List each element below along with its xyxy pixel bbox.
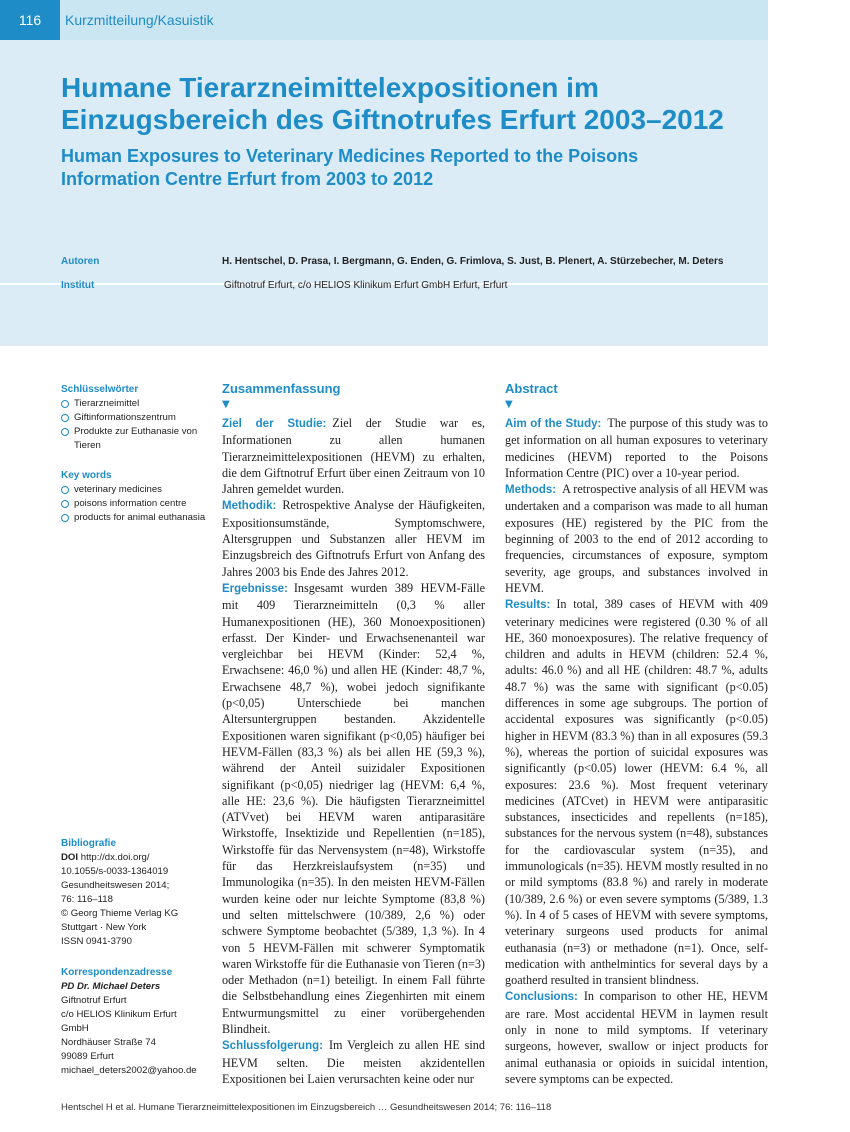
keyword: veterinary medicines [61,483,211,497]
keywords-en-heading: Key words [61,470,112,481]
keyword: products for animal euthanasia [61,511,211,525]
keyword: Giftinformationszentrum [61,411,211,425]
abstract-de-marker: ▼ [222,399,230,410]
corr-org: Giftnotruf Erfurt [61,995,127,1006]
page-number: 116 [0,0,60,40]
correspondence [61,966,211,1078]
volume: 76: 116–118 [61,894,113,905]
institute: Giftnotruf Erfurt, c/o HELIOS Klinikum Erfurt GmbH Erfurt, Erfurt [224,280,508,291]
abstract-en-marker: ▼ [505,399,513,410]
keywords-de-heading: Schlüsselwörter [61,384,139,395]
abstract-en-aim: Aim of the Study: The purpose of this study was to get information on all human exposures to veterinary medicines (HEVM) reported to the Poisons Information Centre (PIC) over a 10-year period. [505,416,768,480]
abstract-en-results: Results: In total, 389 cases of HEVM with 409 veterinary medicines were registered (0.30 % of all HE, 360 monoexposures). The relative frequency of children and adults in HEVM (children: 52.4 %, adults: 46.0 %) and all HE (children: 48.7 %, adults 48.7 %) was the same with significant (p<0.05) differences in some age subgroups. The portion of accidental exposures was significantly (p<0.05) higher in HEVM (83.3 %) than in all exposures (59.3 %), whereas the portion of suicidal exposures was significantly (p<0.05) lower (HEVM: 6.4 %, all exposures: 23.6 %). Most frequent veterinary medicines (ATCvet) in HEVM were antiparasitic substances, insecticides and repellents (n=185), substances for the nervous system (n=48), substances for the cardiovascular system (n=35), and immunologicals (n=35). HEVM mostly resulted in no or mild symptoms (83.8 %) and rarely in moderate (10/389, 2.6 %) or even severe symptoms (5/389, 1.3 %). In 4 of 5 cases of HEVM with severe symptoms, veterinary surgeons used products for animal euthanasia (n=3) or methadone (n=1). Once, self-medication with anthelmintics for several days by a goatherd resulted in transient blindness. [505,597,768,988]
abstract-de-body [222,415,485,1087]
abstract-de-conclusion: Schlussfolgerung: Im Vergleich zu allen HE sind HEVM selten. Die meisten akzidentellen Expositionen bei Laien verursachten keine oder nur [222,1038,485,1086]
authors-label: Autoren [61,256,100,267]
sidebar [61,383,211,1076]
abstract-de-aim: Ziel der Studie: Ziel der Studie war es, Informationen zu allen humanen Tierarzneimittelexpositionen (HEVM) zu erhalten, die dem Giftnotruf Erfurt über einen Zeitraum von 10 Jahren gemeldet wurden. [222,416,485,497]
abstract-de-methods: Methodik: Retrospektive Analyse der Häufigkeiten, Expositionsumstände, Symptomschwere, Altersgruppen und Substanzen aller HEVM im Einzugsbreich des Giftnotrufs Erfurt von Anfang des Jahres 2003 bis Ende des Jahres 2012. [222,498,485,579]
abstract-en-methods: Methods: A retrospective analysis of all HEVM was undertaken and a comparison was made to all human exposures (HE) registered by the PIC from the beginning of 2003 to the end of 2012 according to frequencies, circumstances of exposure, symptom severity, age groups, and substances involved in HEVM. [505,482,768,595]
corr-street: Nordhäuser Straße 74 [61,1037,156,1048]
corr-heading: Korrespondenzadresse [61,967,173,978]
corr-org3: GmbH [61,1023,89,1034]
institute-label: Institut [61,280,95,291]
abstract-en-body [505,415,768,1087]
corr-city: 99089 Erfurt [61,1051,114,1062]
copyright: © Georg Thieme Verlag KG [61,908,179,919]
keywords-de-list [61,397,211,453]
corr-name: PD Dr. Michael Deters [61,981,161,992]
keywords-en-list [61,483,211,525]
doi: DOI http://dx.doi.org/ [61,852,150,863]
title-german: Humane Tierarzneimittelexpositionen im Einzugsbereich des Giftnotrufes Erfurt 2003–2012 [61,72,724,135]
abstract-en-heading: Abstract [505,381,558,396]
keyword: Tierarzneimittel [61,397,211,411]
bibliography [61,837,211,949]
keyword: Produkte zur Euthanasie von Tieren [61,425,211,453]
section-label: Kurzmitteilung/Kasuistik [65,12,214,28]
doi-number: 10.1055/s-0033-1364019 [61,866,169,877]
biblio-heading: Bibliografie [61,838,117,849]
issn: ISSN 0941-3790 [61,936,132,947]
authors: H. Hentschel, D. Prasa, I. Bergmann, G. Enden, G. Frimlova, S. Just, B. Plenert, A. Stürzebecher, M. Deters [222,256,724,267]
corr-email[interactable]: michael_deters2002@yahoo.de [61,1065,197,1076]
footer-citation: Hentschel H et al. Humane Tierarzneimittelexpositionen im Einzugsbereich … Gesundheitswesen 2014; 76: 116–118 [61,1102,552,1113]
journal: Gesundheitswesen 2014; [61,880,170,891]
corr-org2: c/o HELIOS Klinikum Erfurt [61,1009,177,1020]
abstract-en-conclusion: Conclusions: In comparison to other HE, HEVM are rare. Most accidental HEVM in laymen result only in none to mild symptoms. If veterinary surgeons, however, swallow or inject products for animal euthanasia or opioids in suicidal intention, severe symptoms can be expected. [505,989,768,1086]
publisher-city: Stuttgart · New York [61,922,147,933]
title-english: Human Exposures to Veterinary Medicines Reported to the Poisons Information Centre Erfurt from 2003 to 2012 [61,146,639,189]
keyword: poisons information centre [61,497,211,511]
abstract-de-results: Ergebnisse: Insgesamt wurden 389 HEVM-Fälle mit 409 Tierarzneimitteln (0,3 % aller Humanexpositionen (HE), 360 Monoexpositionen) erfasst. Der Kinder- und Erwachsenenanteil war vergleichbar bei HEVM (Kinder: 52,4 %, Erwachsene: 46,0 %) und allen HE (Kinder: 48,7 %, Erwachsene 48,7 %), wobei jedoch signifikante (p<0,05) Unterschiede bei manchen Altersuntergruppen bestanden. Akzidentelle Expositionen waren signifikant (p<0,05) häufiger bei HEVM-Fällen (83,3 %) als bei allen HE (59,3 %), während der Anteil suizidaler Expositionen signifikant (p<0,05) niedriger lag (HEVM: 6,4 %, alle HE: 23,6 %). Die häufigsten Tierarzneimittel (ATVvet) bei HEVM waren antiparasitäre Wirkstoffe, Insektizide und Repellentien (n=185), Wirkstoffe für das Nervensystem (n=48), Wirkstoffe für das Herzkreislaufsystem (n=35) und Immunologika (n=35). In den meisten HEVM-Fällen wurden keine oder nur leichte Symptome (83,8 %) und selten mittelschwere (10/389, 2,6 %) oder schwere Symptome beobachtet (5/389, 1,3 %). In 4 von 5 HEVM-Fällen mit schwerer Symptomatik waren Wirkstoffe für die Euthanasie von Tieren (n=3) oder Methadon (n=1) beteiligt. In einem Fall führte die Selbstbehandlung eines Ziegenhirten mit einem Entwurmungsmittel zu einer vorübergehenden Blindheit. [222,580,485,1036]
abstract-de-heading: Zusammenfassung [222,381,341,396]
